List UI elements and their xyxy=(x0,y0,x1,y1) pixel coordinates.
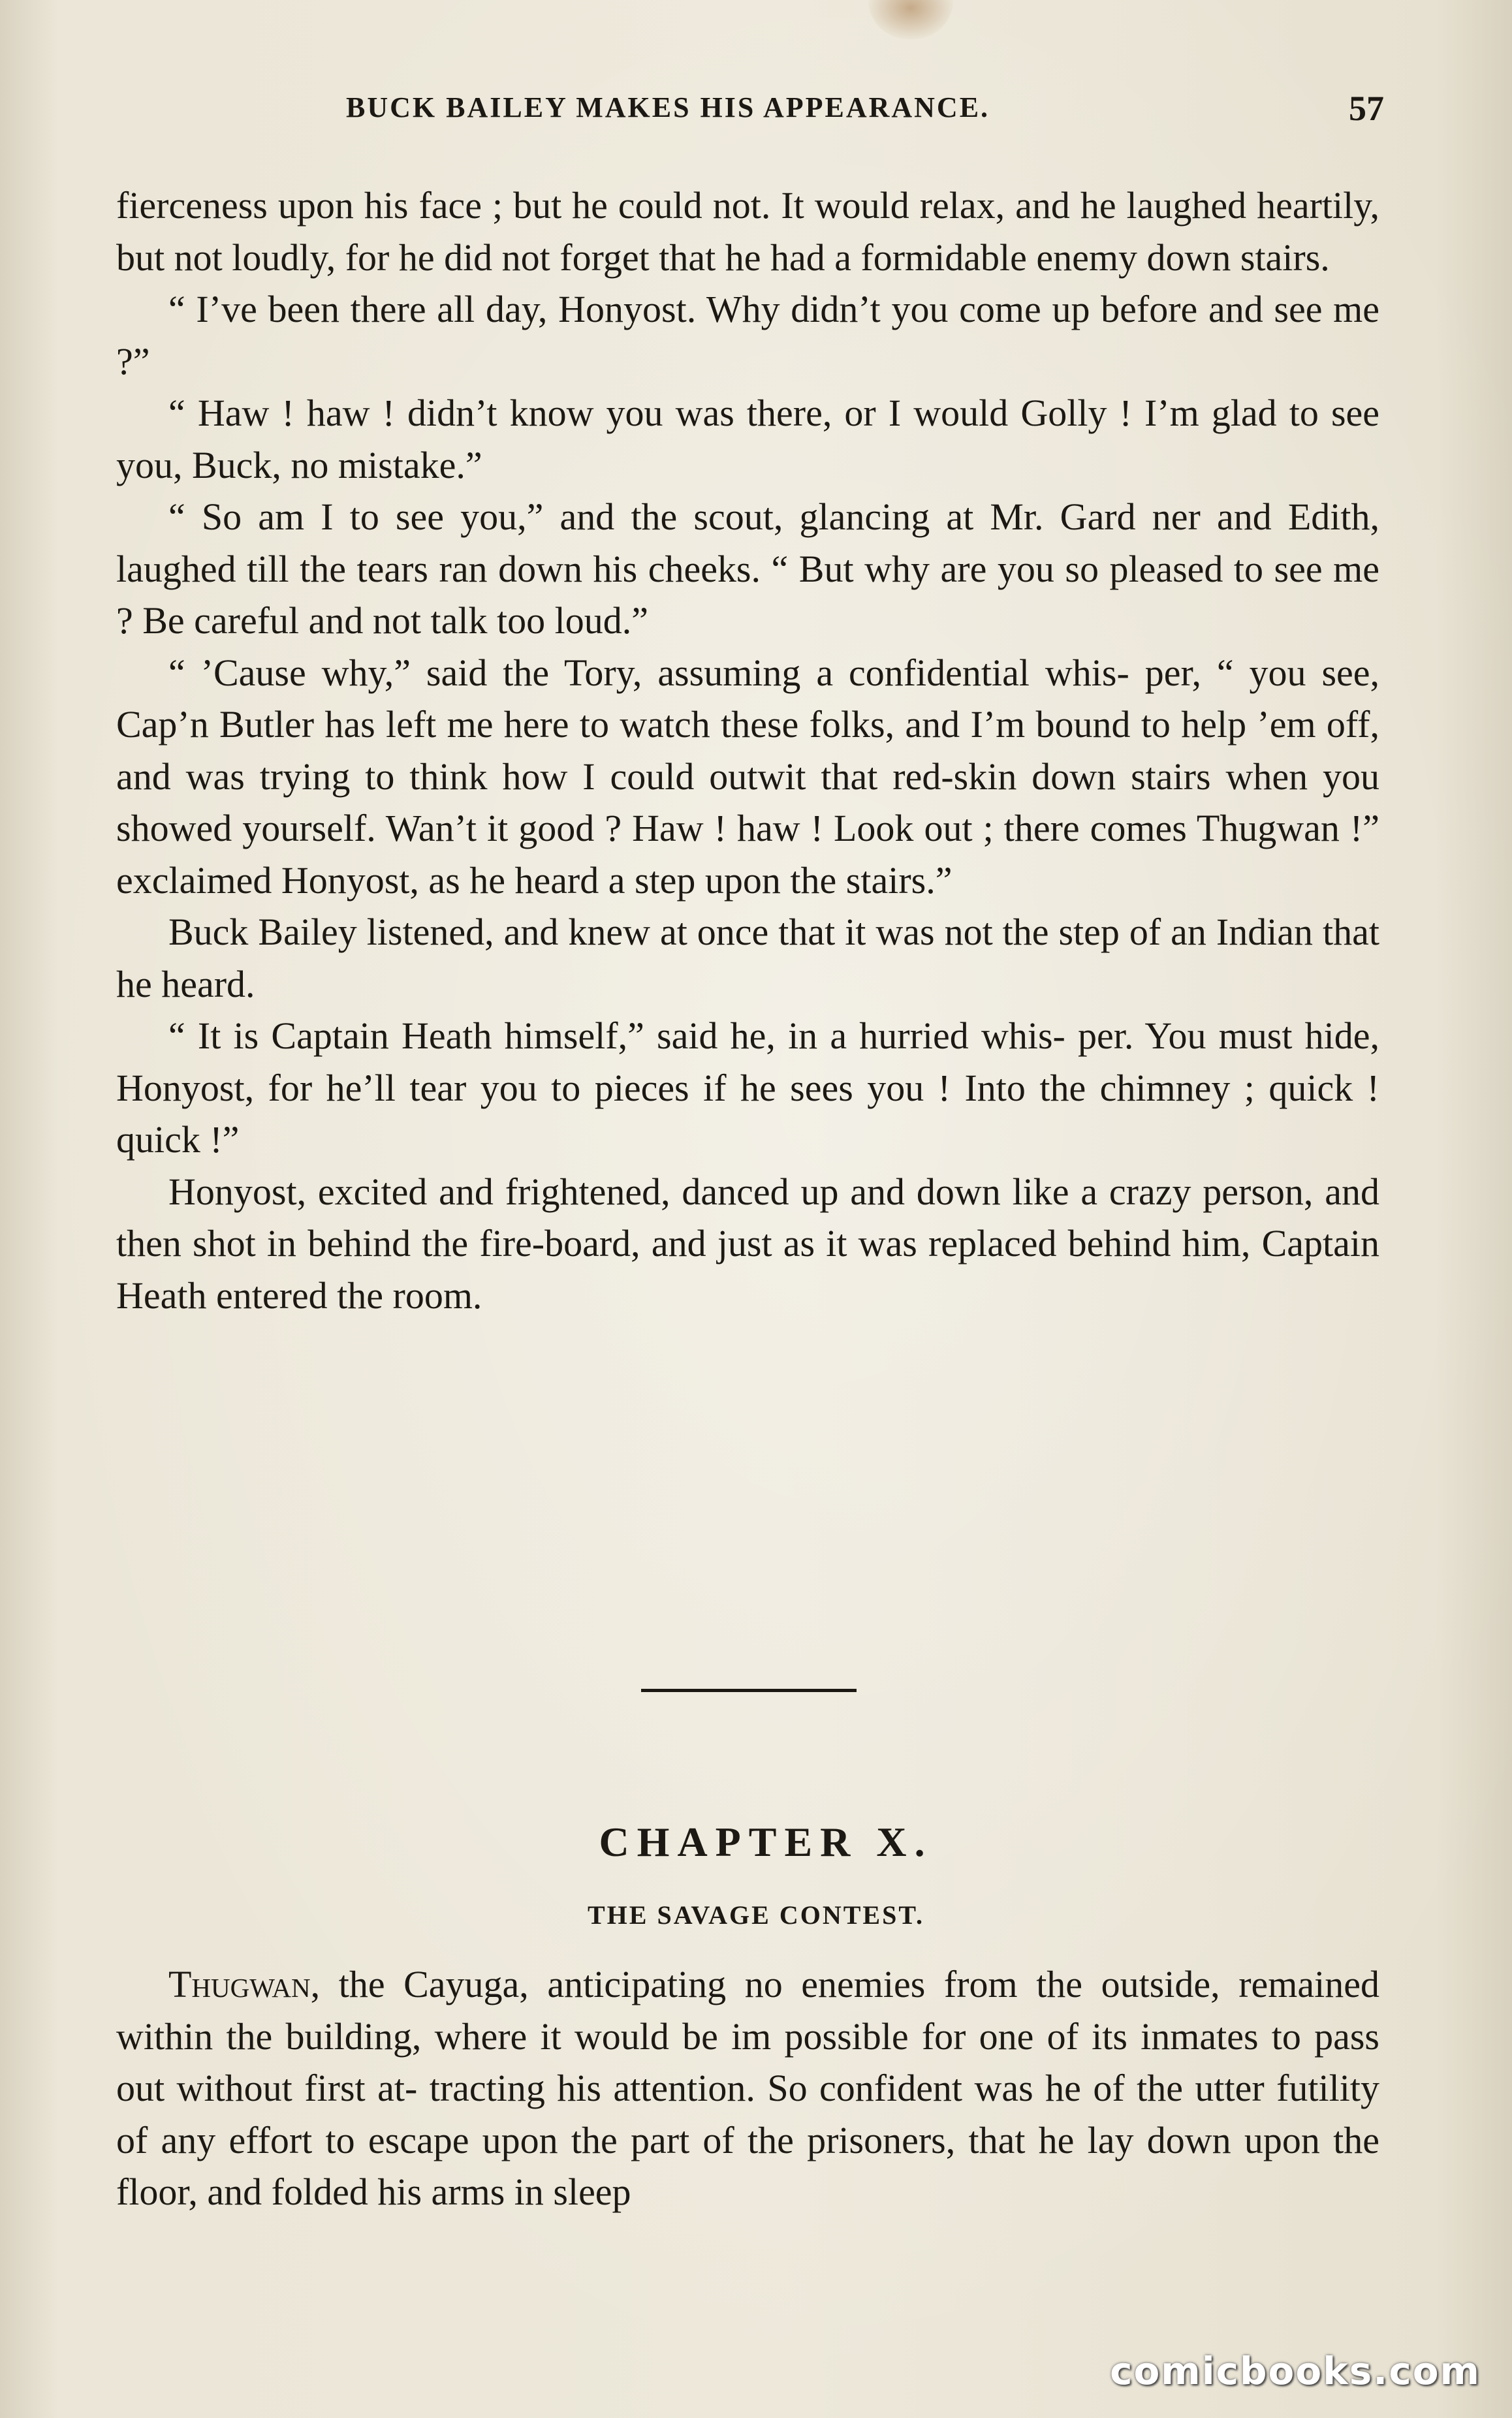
paragraph: “ Haw ! haw ! didn’t know you was there, or I would Golly ! I’m glad to see you, Buck, no mistake.” xyxy=(116,392,1379,486)
paragraph: Buck Bailey listened, and knew at once that it was not the step of an Indian that he heard. xyxy=(116,911,1379,1005)
running-title: BUCK BAILEY MAKES HIS APPEARANCE. xyxy=(346,91,990,123)
paragraph: “ It is Captain Heath himself,” said he, in a hurried whis- per. You must hide, Honyost, for he’ll tear you to pieces if he sees you ! Into the chimney ; quick ! quick !” xyxy=(116,1014,1379,1161)
paragraph: “ ’Cause why,” said the Tory, assuming a confidential whis- per, “ you see, Cap’n Butler has left me here to watch these folks, and I’m bound to help ’em off, and was trying to think how I could outwit that red-skin down stairs when you showed yourself. Wan’t it good ? Haw ! haw ! Look out ; there comes Thugwan !” exclaimed Honyost, as he heard a step upon the stairs.” xyxy=(116,651,1379,902)
chapter-first-word: Thugwan, xyxy=(168,1963,321,2005)
chapter-first-paragraph xyxy=(116,1958,1379,2218)
watermark: comicbooks.com xyxy=(1110,2349,1481,2393)
chapter-title: CHAPTER X. xyxy=(599,1819,933,1865)
paragraph: “ So am I to see you,” and the scout, glancing at Mr. Gard ner and Edith, laughed till the tears ran down his cheeks. “ But why are you so pleased to see me ? Be careful and not talk too loud.” xyxy=(116,495,1379,642)
paragraph-continued: fierceness upon his face ; but he could not. It would relax, and he laughed heartily, but not loudly, for he did not forget that he had a formidable enemy down stairs. xyxy=(116,184,1379,279)
chapter-body-text xyxy=(116,1958,1379,2218)
paragraph: Honyost, excited and frightened, danced up and down like a crazy person, and then shot in behind the fire-board, and just as it was replaced behind him, Captain Heath entered the room. xyxy=(116,1170,1379,1317)
running-head xyxy=(111,88,1384,127)
chapter-first-paragraph-text: the Cayuga, anticipating no enemies from the outside, remained within the building, where it would be im possible for one of its inmates to pass out without first at- tracting his attention. So confident was he of the utter futility of any effort to escape upon the part of the prisoners, that he lay down upon the floor, and folded his arms in sleep xyxy=(116,1963,1379,2213)
section-divider-rule xyxy=(641,1689,857,1692)
chapter-subtitle: THE SAVAGE CONTEST. xyxy=(587,1900,925,1930)
body-text xyxy=(116,180,1379,1321)
paragraph: “ I’ve been there all day, Honyost. Why didn’t you come up before and see me ?” xyxy=(116,288,1379,383)
page-number: 57 xyxy=(1349,89,1384,128)
paper-stain xyxy=(868,0,953,39)
